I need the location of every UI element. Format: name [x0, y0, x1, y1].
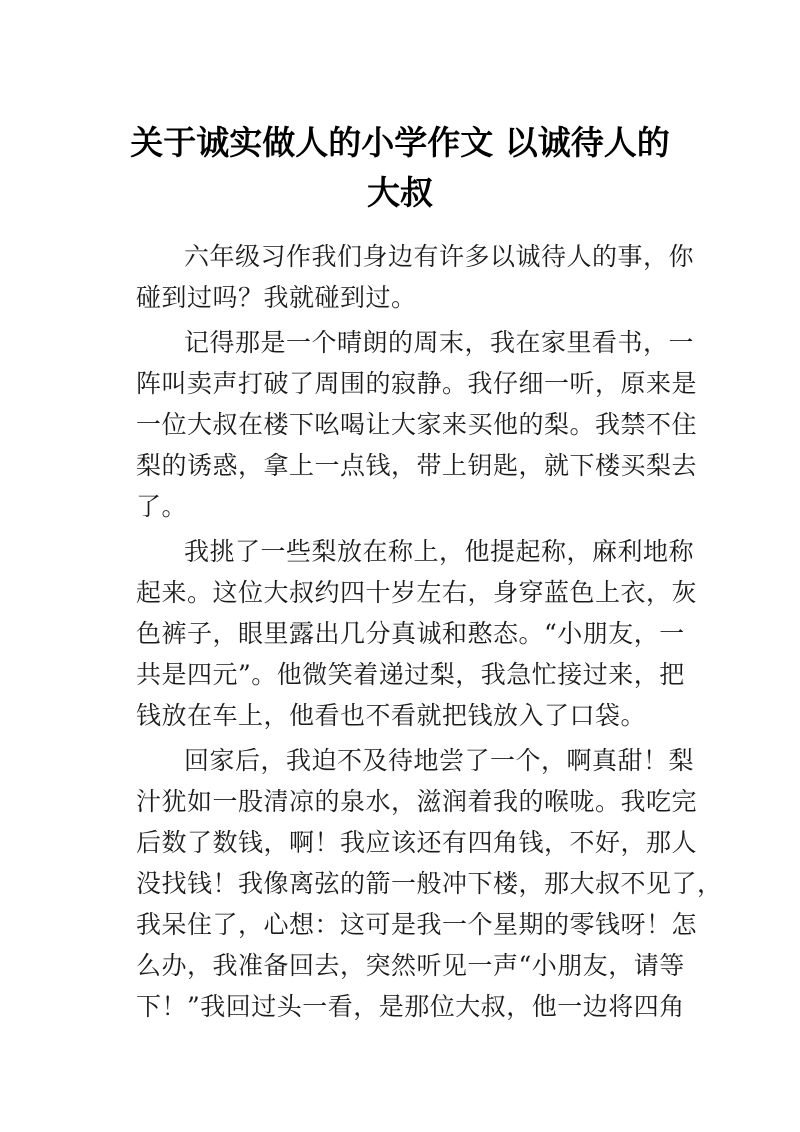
paragraph-intro — [136, 236, 696, 318]
paragraph-buying — [136, 531, 696, 736]
paragraph-weekend — [136, 322, 696, 527]
text-line: 钱放在车上，他看也不看就把钱放入了口袋。 — [136, 701, 647, 730]
text-line: 六年级习作我们身边有许多以诚待人的事，你 — [184, 242, 695, 271]
title-line: 大叔 — [367, 173, 433, 213]
text-line: 起来。这位大叔约四十岁左右，身穿蓝色上衣，灰 — [136, 578, 698, 607]
text-line: 碰到过吗？我就碰到过。 — [136, 283, 417, 312]
title-line: 关于诚实做人的小学作文 以诚待人的 — [130, 123, 670, 163]
document-title — [100, 118, 700, 218]
text-line: 了。 — [136, 492, 188, 521]
text-line: 阵叫卖声打破了周围的寂静。我仔细一听，原来是 — [136, 369, 698, 398]
text-line: 色裤子，眼里露出几分真诚和憨态。“小朋友，一 — [136, 619, 685, 648]
document-body — [136, 236, 723, 1027]
text-line: 么办，我准备回去，突然听见一声“小朋友，请等 — [136, 951, 685, 980]
paragraph-return — [136, 740, 723, 1027]
text-line: 梨的诱惑，拿上一点钱，带上钥匙，就下楼买梨去 — [136, 451, 698, 480]
text-line: 回家后，我迫不及待地尝了一个，啊真甜！梨 — [184, 746, 695, 775]
text-line: 我呆住了，心想：这可是我一个星期的零钱呀！怎 — [136, 910, 698, 939]
text-line: 共是四元”。他微笑着递过梨，我急忙接过来，把 — [136, 660, 685, 689]
text-line: 汁犹如一股清凉的泉水，滋润着我的喉咙。我吃完 — [136, 787, 698, 816]
text-line: 记得那是一个晴朗的周末，我在家里看书，一 — [184, 328, 695, 357]
text-line: 我挑了一些梨放在称上，他提起称，麻利地称 — [184, 537, 695, 566]
text-line: 下！”我回过头一看，是那位大叔，他一边将四角 — [136, 992, 685, 1021]
text-line: 一位大叔在楼下吆喝让大家来买他的梨。我禁不住 — [136, 410, 698, 439]
text-line: 没找钱！我像离弦的箭一般冲下楼，那大叔不见了， — [136, 869, 723, 898]
text-line: 后数了数钱，啊！我应该还有四角钱，不好，那人 — [136, 828, 698, 857]
